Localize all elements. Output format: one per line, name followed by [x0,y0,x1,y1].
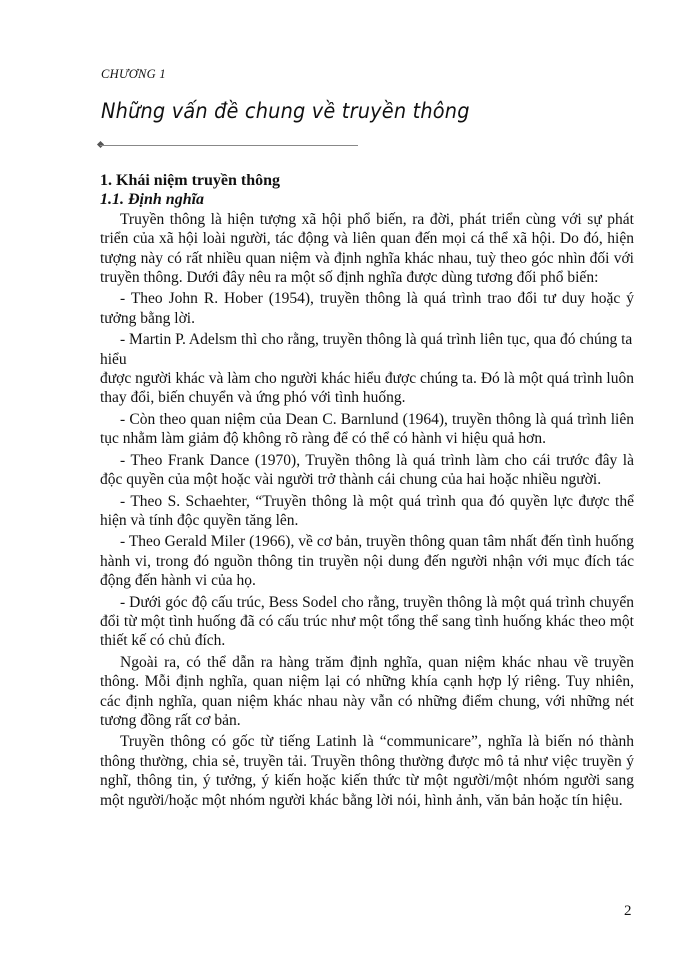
paragraph: - Theo S. Schaehter, “Truyền thông là một quá trình qua đó quyền lực được thể hiện và tính độc quyền tăng lên. [100,492,634,529]
paragraph: Truyền thông là hiện tượng xã hội phổ biến, ra đời, phát triển cùng với sự phát triển của xã hội loài người, tác động và liên quan đến mọi cá thể xã hội. Do đó, hiện tượng này có rất nhiều quan niệm và định nghĩa khác nhau, tuỳ theo góc nhìn đối với truyền thông. Dưới đây nêu ra một số định nghĩa được dùng tương đối phổ biến: [100,210,634,287]
page-content [100,171,634,810]
paragraph: - Dưới góc độ cấu trúc, Bess Sodel cho rằng, truyền thông là một quá trình chuyển đổi từ một tình huống đã có cấu trúc như một tổng thể sang tình huống khác theo một thiết kế có chủ đích. [100,593,634,650]
subsection-heading: 1.1. Định nghĩa [100,191,205,209]
chapter-label: CHƯƠNG 1 [101,67,166,81]
paragraph: Ngoài ra, có thể dẫn ra hàng trăm định nghĩa, quan niệm khác nhau về truyền thông. Mỗi định nghĩa, quan niệm lại có những khía cạnh hợp lý riêng. Tuy nhiên, các định nghĩa, quan niệm khác nhau này vẫn có những điểm chung, với những nét tương đồng rất cơ bản. [100,653,634,729]
paragraph: - Theo Frank Dance (1970), Truyền thông là quá trình làm cho cái trước đây là độc quyền của một hoặc vài người trở thành cái chung của hai hoặc nhiều người. [100,451,634,489]
title-divider [100,145,358,146]
paragraph: - Theo John R. Hober (1954), truyền thông là quá trình trao đổi tư duy hoặc ý tưởng bằng lời. [100,290,634,327]
paragraph: - Còn theo quan niệm của Dean C. Barnlund (1964), truyền thông là quá trình liên tục nhằm làm giảm độ không rõ ràng để có thể có hành vi hiệu quả hơn. [100,410,634,448]
section-heading: 1. Khái niệm truyền thông [100,172,281,189]
page-number: 2 [624,903,632,919]
paragraph: được người khác và làm cho người khác hiểu được chúng ta. Đó là một quá trình luôn thay đổi, biến chuyển và ứng phó với tình huống. [100,370,634,407]
paragraph: Truyền thông có gốc từ tiếng Latinh là “communicare”, nghĩa là biến nó thành thông thường, chia sẻ, truyền tải. Truyền thông thường được mô tả như việc truyền ý nghĩ, thông tin, ý tưởng, ý kiến hoặc kiến thức từ một người/một nhóm người sang một người/hoặc một nhóm người khác bằng lời nói, hình ảnh, văn bản hoặc tín hiệu. [100,733,634,809]
paragraph: - Theo Gerald Miler (1966), về cơ bản, truyền thông quan tâm nhất đến tình huống hành vi, trong đó nguồn thông tin truyền nội dung đến người nhận với mục đích tác động đến hành vi của họ. [100,533,634,590]
paragraph: - Martin P. Adelsm thì cho rằng, truyền thông là quá trình liên tục, qua đó chúng ta hiểu [100,331,633,368]
chapter-title: Những vấn đề chung về truyền thông [101,99,470,123]
